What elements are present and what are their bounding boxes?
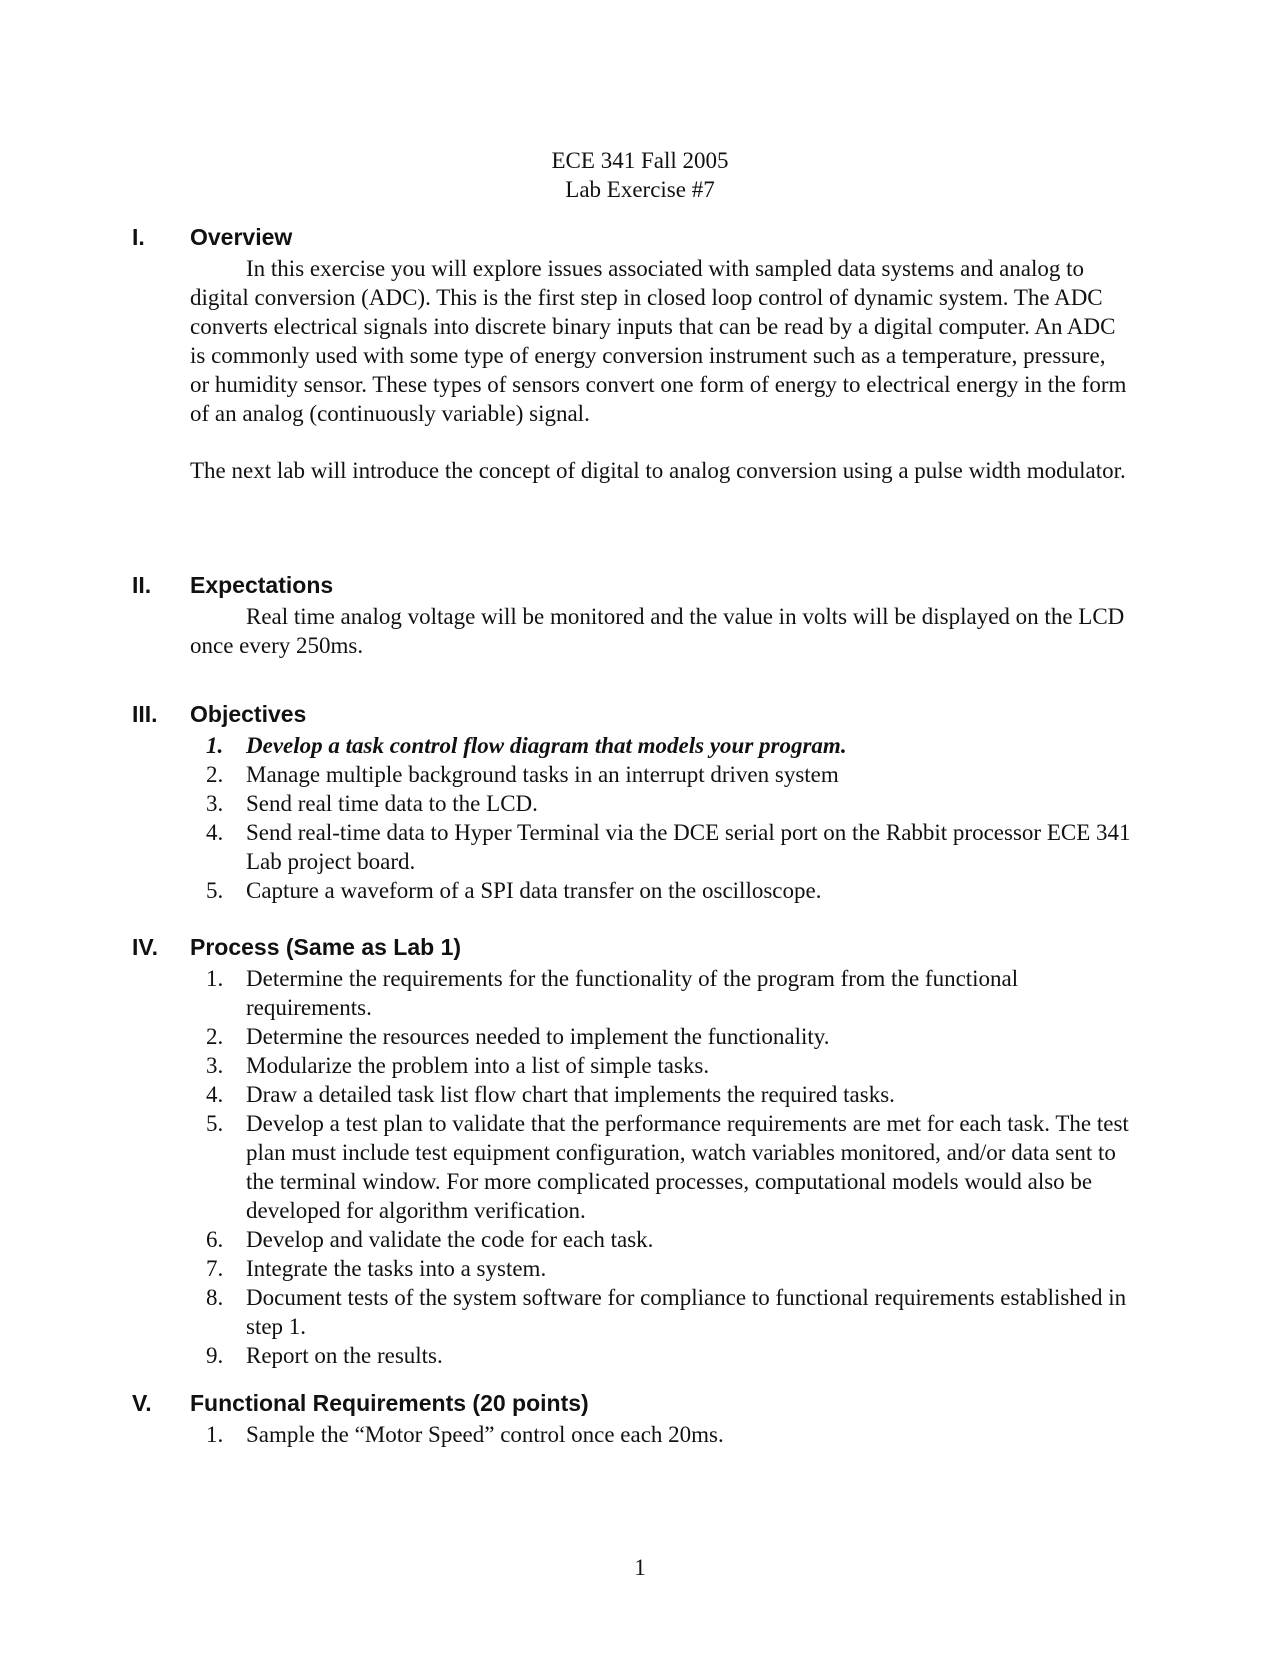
expectations-paragraph: Real time analog voltage will be monitored and the value in volts will be displayed on the LCD once every 250ms. [190, 604, 1125, 658]
list-item [0, 789, 1136, 818]
overview-paragraph-1: In this exercise you will explore issues associated with sampled data systems and analog to digital conversion (ADC). This is the first step in closed loop control of dynamic system. The ADC converts electrical signals into discrete binary inputs that can be read by a digital computer. An ADC is commonly used with some type of energy conversion instrument such as a temperature, pressure, or humidity sensor. These types of sensors convert one form of energy to electrical energy in the form of an analog (continuously variable) signal. [190, 256, 1127, 426]
list-item-number: 9. [206, 1343, 224, 1368]
section-heading [0, 1386, 1280, 1420]
list-item-number: 6. [206, 1227, 224, 1252]
list-item-text: Document tests of the system software for compliance to functional requirements established in step 1. [246, 1285, 1127, 1339]
document-header [0, 146, 1280, 204]
list-item-text: Send real-time data to Hyper Terminal via the DCE serial port on the Rabbit processor ECE 341 Lab project board. [246, 820, 1131, 874]
list-item-number: 3. [206, 791, 224, 816]
list-item-text: Determine the resources needed to implement the functionality. [246, 1024, 830, 1049]
list-item-number: 1. [206, 1422, 224, 1447]
list-item [0, 818, 1136, 876]
list-item-text: Capture a waveform of a SPI data transfer on the oscilloscope. [246, 878, 822, 903]
section-expectations [0, 568, 1280, 660]
list-item-number: 2. [206, 762, 224, 787]
list-item [0, 1109, 1136, 1225]
overview-paragraph-2: The next lab will introduce the concept of digital to analog conversion using a pulse width modulator. [190, 458, 1126, 483]
section-heading [0, 930, 1280, 964]
list-item-text: Modularize the problem into a list of simple tasks. [246, 1053, 710, 1078]
list-item-text: Develop a test plan to validate that the performance requirements are met for each task. The test plan must include test equipment configuration, watch variables monitored, and/or data sent to the terminal window. For more complicated processes, computational models would also be developed for algorithm verification. [246, 1111, 1129, 1223]
list-item-number: 1. [206, 966, 224, 991]
section-heading [0, 220, 1280, 254]
list-item [0, 731, 1136, 760]
section-number: II. [132, 572, 152, 598]
list-item [0, 1283, 1136, 1341]
list-item-number: 7. [206, 1256, 224, 1281]
section-title: Expectations [190, 572, 334, 598]
list-item-number: 5. [206, 1111, 224, 1136]
section-number: V. [132, 1390, 152, 1416]
list-item [0, 964, 1136, 1022]
list-item-number: 8. [206, 1285, 224, 1310]
section-functional-requirements [0, 1386, 1280, 1449]
course-title: ECE 341 Fall 2005 [551, 148, 729, 173]
list-item [0, 1080, 1136, 1109]
section-number: I. [132, 224, 145, 250]
list-item [0, 1254, 1136, 1283]
list-item [0, 760, 1136, 789]
section-number: IV. [132, 934, 159, 960]
section-objectives [0, 697, 1280, 905]
process-list [0, 964, 1280, 1370]
section-title: Process (Same as Lab 1) [190, 934, 462, 960]
list-item [0, 1022, 1136, 1051]
list-item-number: 4. [206, 1082, 224, 1107]
list-item-text: Send real time data to the LCD. [246, 791, 538, 816]
list-item-number: 3. [206, 1053, 224, 1078]
list-item-text: Sample the “Motor Speed” control once each 20ms. [246, 1422, 724, 1447]
section-process [0, 930, 1280, 1370]
section-overview [0, 220, 1280, 485]
list-item-text: Develop and validate the code for each task. [246, 1227, 654, 1252]
list-item [0, 1225, 1136, 1254]
list-item-number: 5. [206, 878, 224, 903]
section-heading [0, 568, 1280, 602]
list-item-text: Draw a detailed task list flow chart that implements the required tasks. [246, 1082, 895, 1107]
list-item [0, 876, 1136, 905]
section-heading [0, 697, 1280, 731]
functional-requirements-list [0, 1420, 1280, 1449]
list-item-text: Develop a task control flow diagram that models your program. [246, 733, 847, 758]
list-item-text: Manage multiple background tasks in an interrupt driven system [246, 762, 839, 787]
objectives-list [0, 731, 1280, 905]
section-number: III. [132, 701, 158, 727]
list-item [0, 1420, 1136, 1449]
list-item-number: 1. [206, 733, 224, 758]
list-item-text: Integrate the tasks into a system. [246, 1256, 547, 1281]
lab-title: Lab Exercise #7 [565, 177, 715, 202]
list-item-text: Report on the results. [246, 1343, 443, 1368]
list-item-text: Determine the requirements for the functionality of the program from the functional requirements. [246, 966, 1019, 1020]
page-number: 1 [634, 1555, 646, 1580]
list-item [0, 1341, 1136, 1370]
list-item-number: 2. [206, 1024, 224, 1049]
list-item-number: 4. [206, 820, 224, 845]
section-title: Overview [190, 224, 293, 250]
list-item [0, 1051, 1136, 1080]
section-title: Functional Requirements (20 points) [190, 1390, 589, 1416]
section-title: Objectives [190, 701, 307, 727]
